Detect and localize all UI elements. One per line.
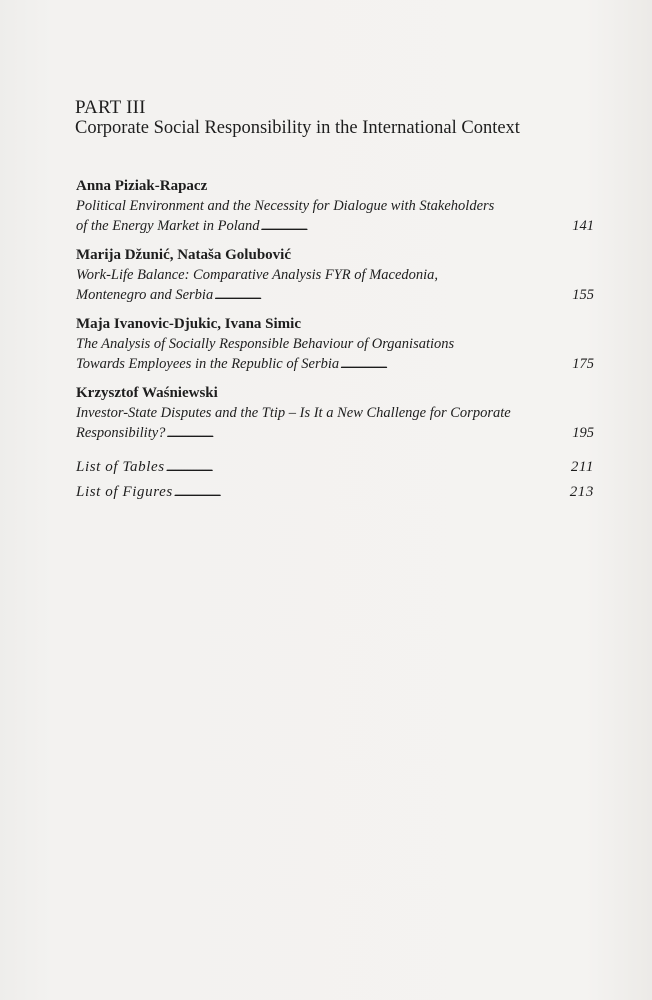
entry-title-line: Investor-State Disputes and the Ttip – Is It a New Challenge for Corporate [76, 405, 511, 421]
dot-leader [174, 480, 569, 505]
entry-title-text: Towards Employees in the Republic of Serbia [76, 356, 340, 372]
entry-authors: Maja Ivanovic-Djukic, Ivana Simic [76, 316, 301, 332]
entry-page-number: 141 [572, 218, 594, 234]
entry-authors: Krzysztof Waśniewski [76, 385, 218, 401]
list-page-number: 213 [569, 484, 594, 500]
toc-entry [76, 384, 594, 444]
toc-entry [76, 315, 594, 375]
dot-leader [340, 354, 571, 375]
entry-title-line: Work-Life Balance: Comparative Analysis FYR of Macedonia, [76, 267, 439, 283]
entry-title-last-line [76, 423, 594, 444]
entry-title-line: Political Environment and the Necessity for Dialogue with Stakeholders [76, 198, 495, 214]
entry-authors: Anna Piziak-Rapacz [76, 178, 208, 194]
dot-leader [166, 455, 570, 480]
list-label: List of Figures [76, 484, 173, 500]
toc-entry [76, 246, 594, 306]
entry-authors: Marija Džunić, Nataša Golubović [76, 247, 291, 263]
toc-entry [76, 177, 594, 237]
list-label: List of Tables [76, 459, 165, 475]
list-of-figures-entry [76, 480, 594, 505]
entry-page-number: 155 [572, 287, 594, 303]
list-page-number: 211 [570, 459, 594, 475]
list-of-tables-entry [76, 455, 594, 480]
dot-leader [166, 423, 571, 444]
entry-title-last-line [76, 216, 594, 237]
entry-title-last-line [76, 354, 594, 375]
part-title: Corporate Social Responsibility in the International Context [75, 118, 520, 138]
entry-title-text: Responsibility? [76, 425, 166, 441]
dot-leader [214, 285, 571, 306]
entry-title-line: The Analysis of Socially Responsible Behaviour of Organisations [76, 336, 455, 352]
entry-title-text: Montenegro and Serbia [76, 287, 214, 303]
entry-title-last-line [76, 285, 594, 306]
entry-page-number: 195 [572, 425, 594, 441]
dot-leader [261, 216, 572, 237]
entry-title-text: of the Energy Market in Poland [76, 218, 260, 234]
entry-page-number: 175 [572, 356, 594, 372]
part-label: PART III [75, 97, 146, 118]
list-section [76, 455, 594, 505]
toc-entries [76, 177, 594, 453]
